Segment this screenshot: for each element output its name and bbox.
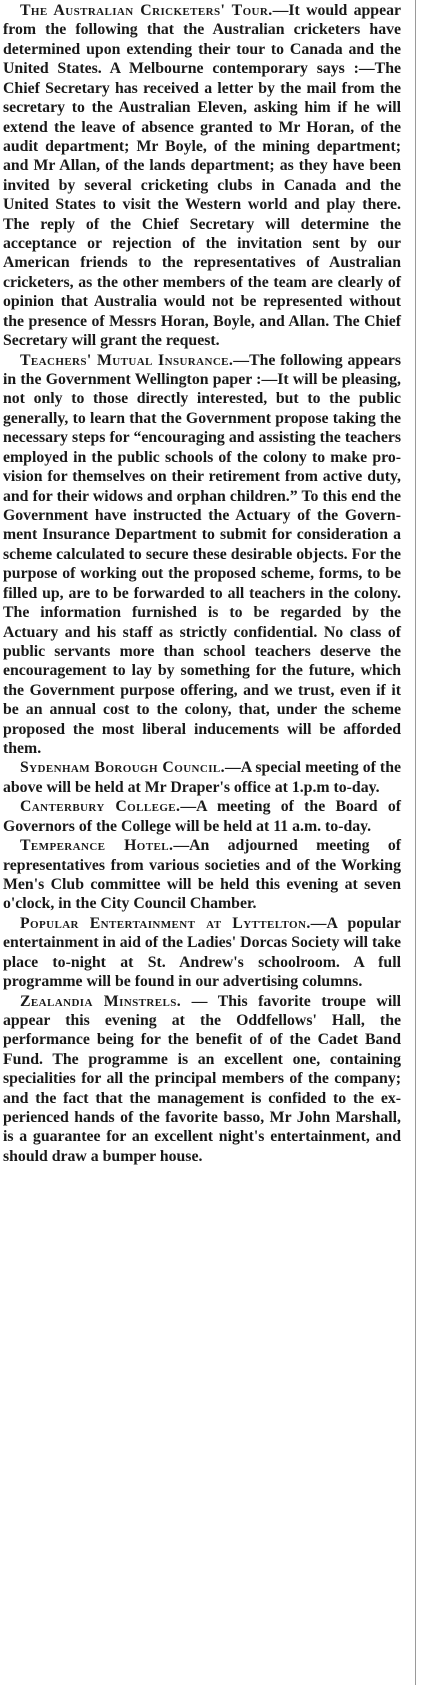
article-teachers-insurance	[3, 351, 401, 759]
article-body: —A popular entertainment in aid of the Ladies' Dorcas Society will take place to-night at St. Andrew's schoolroom. A full programme will be found in our advertising columns.	[3, 914, 401, 991]
article-body: — This favorite troupe will appear this evening at the Oddfellows' Hall, the performance being for the benefit of of the Cadet Band Fund. The programme is an excellent one, containing specialities for all the principal members of the company; and the fact that the management is confided to the experienced hands of the favorite basso, Mr John Marshall, is a guarantee for an excellent night's entertainment, and should draw a bumper house.	[3, 992, 401, 1165]
article-body: —A meeting of the Board of Governors of the College will be held at 11 a.m. to-day.	[3, 798, 401, 835]
newspaper-column	[3, 1, 401, 1166]
article-sydenham-council	[3, 758, 401, 797]
article-heading: Zealandia Minstrels.	[20, 992, 182, 1010]
article-cricketers-tour	[3, 1, 401, 351]
article-temperance-hotel	[3, 836, 401, 914]
article-heading: Sydenham Borough Council.	[20, 759, 225, 777]
article-body: —A special meeting of the above will be held at Mr Draper's office at 1.p.m to-day.	[3, 759, 401, 796]
article-zealandia-minstrels	[3, 992, 401, 1167]
article-heading: Popular Entertainment at Lyttelton.	[20, 914, 311, 932]
column-edge-rule	[415, 0, 416, 1685]
article-lyttelton-entertainment	[3, 914, 401, 992]
article-canterbury-college	[3, 797, 401, 836]
article-body: —An adjourned meeting of representatives from various societies and of the Working Men's Club committee will be held this evening at seven o'clock, in the City Council Chamber.	[3, 837, 402, 913]
article-heading: Canterbury College.	[20, 798, 181, 816]
article-body: —The following appears in the Government Wellington paper :—It will be pleasing, not only to those directly interested, but to the public generally, to learn that the Government propose taking the necessary steps for “encouraging and assisting the teachers employed in the public schools of the colony to make provision for themselves on their retirement from active duty, and for their widows and orphan children.” To this end the Government have instructed the Actuary of the Government Insurance Department to submit for consideration a scheme calculated to secure these desirable objects. For the purpose of working out the proposed scheme, forms, to be filled up, are to be forwarded to all teachers in the colony. The information furnished is to be regarded by the Actuary and his staff as strictly confidential. No class of public servants more than school teachers deserve the encouragement to lay by something for the future, which the Government purpose offering, and we trust, even if it be an annual cost to the colony, that, under the scheme proposed the most liberal inducements will be afforded them.	[3, 351, 401, 758]
article-heading: The Australian Cricketers' Tour.	[20, 2, 273, 19]
article-body: —It would appear from the following that the Australian cricketers have determined upon extending their tour to Canada and the United States. A Melbourne contemporary says :—The Chief Secretary has received a letter by the mail from the secretary to the Australian Eleven, asking him if he will extend the leave of absence granted to Mr Horan, of the audit department; Mr Boyle, of the mining department; and Mr Allan, of the lands department; as they have been invited by several cricketing clubs in Canada and the United States to visit the Western world and play there. The reply of the Chief Secretary will determine the acceptance or rejection of the invitation sent by our American friends to the representatives of Australian cricketers, as the other members of the team are clearly of opinion that Australia would not be represented without the presence of Messrs Horan, Boyle, and Allan. The Chief Secretary will grant the request.	[3, 2, 401, 350]
article-heading: Temperance Hotel.	[20, 837, 174, 855]
article-heading: Teachers' Mutual Insurance.	[20, 351, 234, 369]
